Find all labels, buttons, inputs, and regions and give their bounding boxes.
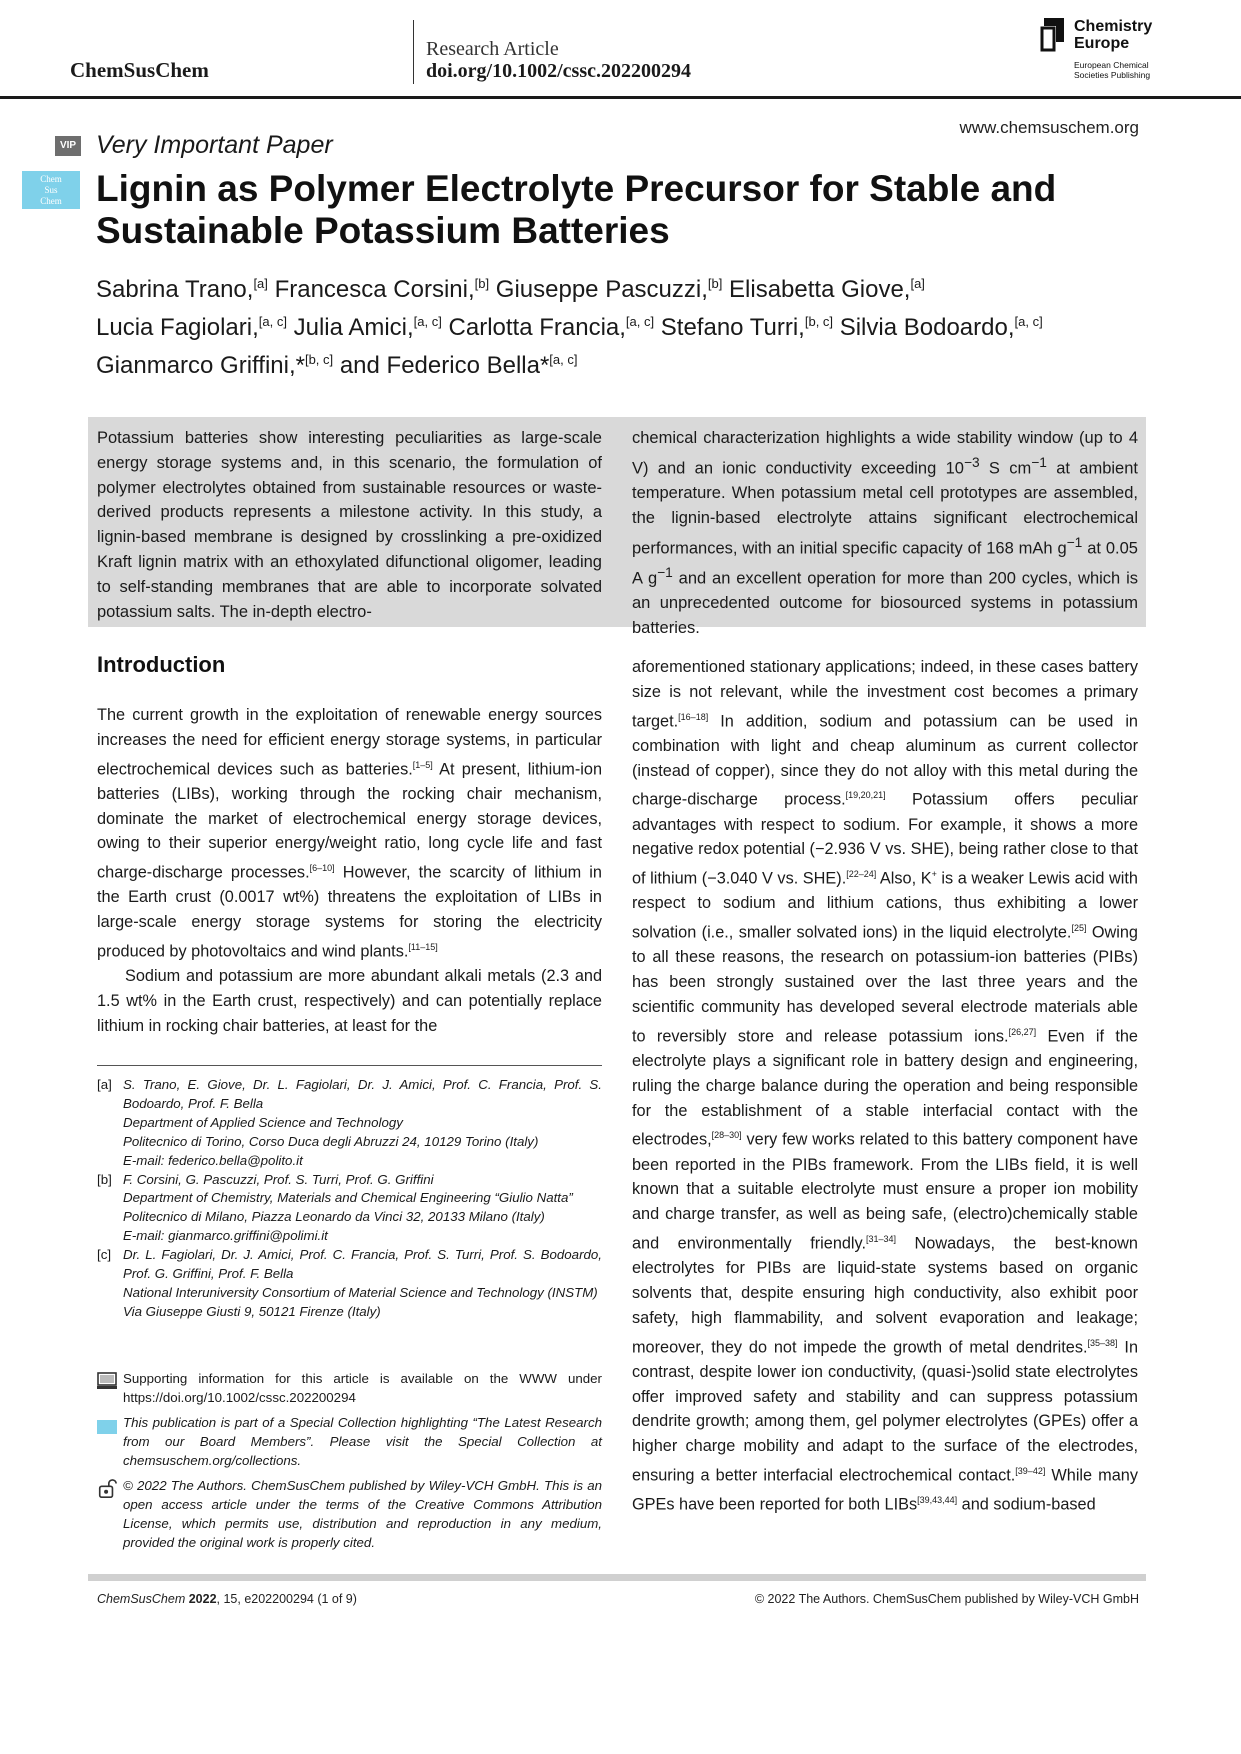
doi-link[interactable]: doi.org/10.1002/cssc.202200294	[426, 60, 691, 82]
publisher-subtitle-line-2: Societies Publishing	[1074, 70, 1151, 80]
supporting-info-note	[97, 1370, 602, 1410]
paragraph: Sodium and potassium are more abundant alkali metals (2.3 and 1.5 wt% in the Earth crust, respectively) and can potentially replace lithium in rocking chair batteries, at least for the	[97, 967, 602, 1035]
special-collection-icon	[97, 1420, 117, 1434]
open-access-lock-icon	[97, 1479, 117, 1499]
section-heading-introduction: Introduction	[97, 652, 226, 677]
collection-icon-line: Chem	[40, 174, 62, 184]
citation-link[interactable]: [11–15]	[408, 942, 438, 953]
special-collection-text[interactable]: This publication is part of a Special Collection highlighting “The Latest Research from our Board Members”. Please visit the Special Collection at chemsuschem.org/collections.	[123, 1415, 602, 1468]
publisher-name-line-2: Europe	[1074, 35, 1130, 52]
intro-left-column	[97, 703, 602, 1039]
supporting-info-text[interactable]: Supporting information for this article is available on the WWW under https://doi.org/10.1002/cssc.202200294	[123, 1371, 602, 1405]
citation-link[interactable]: [1–5]	[412, 759, 433, 770]
citation-link[interactable]: [26,27]	[1008, 1026, 1037, 1037]
citation-link[interactable]: [22–24]	[846, 869, 877, 880]
affiliation-key: [c]	[97, 1247, 112, 1263]
publisher-name-line-1: Chemistry	[1074, 18, 1153, 35]
author[interactable]: Francesca Corsini,[b]	[274, 276, 490, 303]
affiliation	[97, 1171, 602, 1247]
author[interactable]: Julia Amici,[a, c]	[293, 314, 442, 341]
author-list	[96, 268, 1146, 382]
citation-link[interactable]: [6–10]	[309, 863, 335, 874]
affiliation-text: S. Trano, E. Giove, Dr. L. Fagiolari, Dr. J. Amici, Prof. C. Francia, Prof. S. Bodoardo, Prof. F. Bella Department of Applied Science and Technology Politecnico di Torino, Corso Duca degli Abruzzi 24, 10129 Torino (Italy) E-mail: federico.bella@polito.it	[123, 1077, 602, 1168]
author[interactable]: Giuseppe Pascuzzi,[b]	[495, 276, 723, 303]
journal-website-link[interactable]: www.chemsuschem.org	[959, 118, 1139, 137]
author[interactable]: Lucia Fagiolari,[a, c]	[96, 314, 287, 341]
header-divider	[413, 20, 414, 84]
abstract-column-1: Potassium batteries show interesting peculiarities as large-scale energy storage systems and, in this scenario, the formulation of polymer electrolytes obtained from sustainable resources or waste-derived products represents a milestone activity. In this study, a lignin-based membrane is designed by crosslinking a pre-oxidized Kraft lignin matrix with an ethoxylated difunctional oligomer, leading to self-standing membranes that are able to incorporate solvated potassium salts. The in-depth electro-	[97, 429, 602, 621]
footnote-rule	[97, 1065, 602, 1066]
citation-link[interactable]: [39,43,44]	[917, 1495, 958, 1506]
special-collection-note	[97, 1414, 602, 1474]
publisher-subtitle-line-1: European Chemical	[1074, 60, 1149, 70]
affiliations	[97, 1076, 602, 1322]
affiliation-text: F. Corsini, G. Pascuzzi, Prof. S. Turri, Prof. G. Griffini Department of Chemistry, Materials and Chemical Engineering “Giulio Natta” Politecnico di Milano, Piazza Leonardo da Vinci 32, 20133 Milano (Italy) E-mail: gianmarco.griffini@polimi.it	[123, 1171, 573, 1244]
author[interactable]: Gianmarco Griffini,*[b, c]	[96, 352, 334, 379]
citation-link[interactable]: [31–34]	[866, 1234, 897, 1245]
paragraph: The current growth in the exploitation of renewable energy sources increases the need for efficient energy storage systems, in particular electrochemical devices such as batteries.[1–5] At present, lithium-ion batteries (LIBs), working through the rocking chair mechanism, dominate the market of electrochemical energy storage devices, owing to their superior energy/weight ratio, long cycle life and fast charge-discharge processes.[6–10] However, the scarcity of lithium in the Earth crust (0.0017 wt%) threatens the exploitation of LIBs in large-scale energy storage systems for storing the electricity produced by photovoltaics and wind plants.[11–15]	[97, 706, 602, 961]
author[interactable]: Silvia Bodoardo,[a, c]	[839, 314, 1043, 341]
citation-link[interactable]: [25]	[1071, 923, 1087, 934]
author[interactable]: Carlotta Francia,[a, c]	[448, 314, 655, 341]
chemistry-europe-logo-icon	[1040, 18, 1068, 52]
citation-link[interactable]: [28–30]	[711, 1130, 742, 1141]
article-title: Lignin as Polymer Electrolyte Precursor for Stable and Sustainable Potassium Batteries	[96, 168, 1057, 251]
author[interactable]: Stefano Turri,[b, c]	[660, 314, 834, 341]
affiliation-text: Dr. L. Fagiolari, Dr. J. Amici, Prof. C. Francia, Prof. S. Turri, Prof. S. Bodoardo, Prof. G. Griffini, Prof. F. Bella National Interuniversity Consortium of Material Science and Technology (INSTM) Via Giuseppe Giusti 9, 50121 Firenze (Italy)	[123, 1247, 602, 1319]
license-text: © 2022 The Authors. ChemSusChem published by Wiley-VCH GmbH. This is an open access article under the terms of the Creative Commons Attribution License, which permits use, distribution and reproduction in any medium, provided the original work is properly cited.	[123, 1478, 602, 1550]
intro-right-column: aforementioned stationary applications; indeed, in these cases battery size is not relevant, while the investment cost becomes a primary target.[16–18] In addition, sodium and potassium can be used in combination with light and cheap aluminum as current collector (instead of copper), since they do not alloy with this metal during the charge-discharge process.[19,20,21] Potassium offers peculiar advantages with respect to sodium. For example, it shows a more negative redox potential (−2.936 V vs. SHE), being rather close to that of lithium (−3.040 V vs. SHE).[22–24] Also, K+ is a weaker Lewis acid with respect to sodium and lithium cations, thus exhibiting a lower solvation (i.e., smaller solvated ions) in the liquid electrolyte.[25] Owing to all these reasons, the research on potassium-ion batteries (PIBs) has been strongly sustained over the last three years and the scientific community has developed several electrode materials able to reversibly store and release potassium ions.[26,27] Even if the electrolyte plays a significant role in battery design and engineering, ruling the charge balance during the operation and being responsible for the establishment of a stable interfacial contact with the electrodes,[28–30] very few works related to this battery component have been reported in the PIBs framework. From the LIBs field, it is well known that a suitable electrolyte must ensure a proper ion mobility and charge transfer, as well as being safe, (electro)chemically stable and environmentally friendly.[31–34] Nowadays, the best-known electrolytes for PIBs are liquid-state systems based on organic solvents that, despite ensuring high conductivity, also exhibit poor safety, high flammability, and solvent evaporation and leakage; moreover, they do not impede the growth of metal dendrites.[35–38] In contrast, despite lower ion conductivity, (quasi-)solid state electrolytes offer improved safety and stability and can suppress potassium dendrite growth; among them, gel polymer electrolytes (GPEs) offer a higher charge mobility and adapt to the surface of the electrodes, ensuring a better interfacial electrochemical contact.[39–42] While many GPEs have been reported for both LIBs[39,43,44] and sodium-based	[632, 658, 1138, 1514]
header-rule	[0, 96, 1241, 99]
citation-link[interactable]: [16–18]	[678, 711, 709, 722]
vip-badge: VIP	[55, 136, 81, 156]
affiliation	[97, 1076, 602, 1171]
publisher-logo[interactable]	[1040, 18, 1180, 82]
citation-link[interactable]: [35–38]	[1087, 1337, 1118, 1348]
citation-link[interactable]: [39–42]	[1015, 1466, 1046, 1477]
affiliation-key: [b]	[97, 1171, 112, 1187]
author[interactable]: Sabrina Trano,[a]	[96, 276, 268, 303]
footer-citation: ChemSusChem 2022, 15, e202200294 (1 of 9)	[97, 1592, 357, 1606]
footer-copyright: © 2022 The Authors. ChemSusChem published by Wiley-VCH GmbH	[754, 1592, 1139, 1606]
affiliation-key: [a]	[97, 1077, 112, 1092]
abstract-column-2: chemical characterization highlights a wide stability window (up to 4 V) and an ionic conductivity exceeding $10^{-3}$ S $cm^{-1}$ at ambient temperature. When potassium metal cell prototypes are assembled, the lignin-based electrolyte attains significant electrochemical performances, with an initial specific capacity of 168 mAh $g^{-1}$ at 0.05 A $g^{-1}$ and an excellent operation for more than 200 cycles, which is an unprecedented outcome for biosourced systems in potassium batteries.	[632, 429, 1138, 638]
collection-icon-line: Chem	[40, 196, 62, 206]
license-note	[97, 1477, 602, 1557]
journal-name: ChemSusChem	[70, 58, 209, 82]
author[interactable]: Elisabetta Giove,[a]	[729, 276, 925, 303]
article-type: Research Article	[426, 38, 559, 60]
vip-label: Very Important Paper	[96, 131, 333, 159]
special-collection-badge-icon[interactable]	[22, 171, 80, 209]
affiliation	[97, 1246, 602, 1322]
citation-link[interactable]: [19,20,21]	[845, 790, 886, 801]
author[interactable]: and Federico Bella*[a, c]	[339, 352, 578, 379]
collection-icon-line: Sus	[44, 185, 58, 195]
footer-rule	[88, 1574, 1146, 1581]
computer-icon	[97, 1372, 117, 1390]
